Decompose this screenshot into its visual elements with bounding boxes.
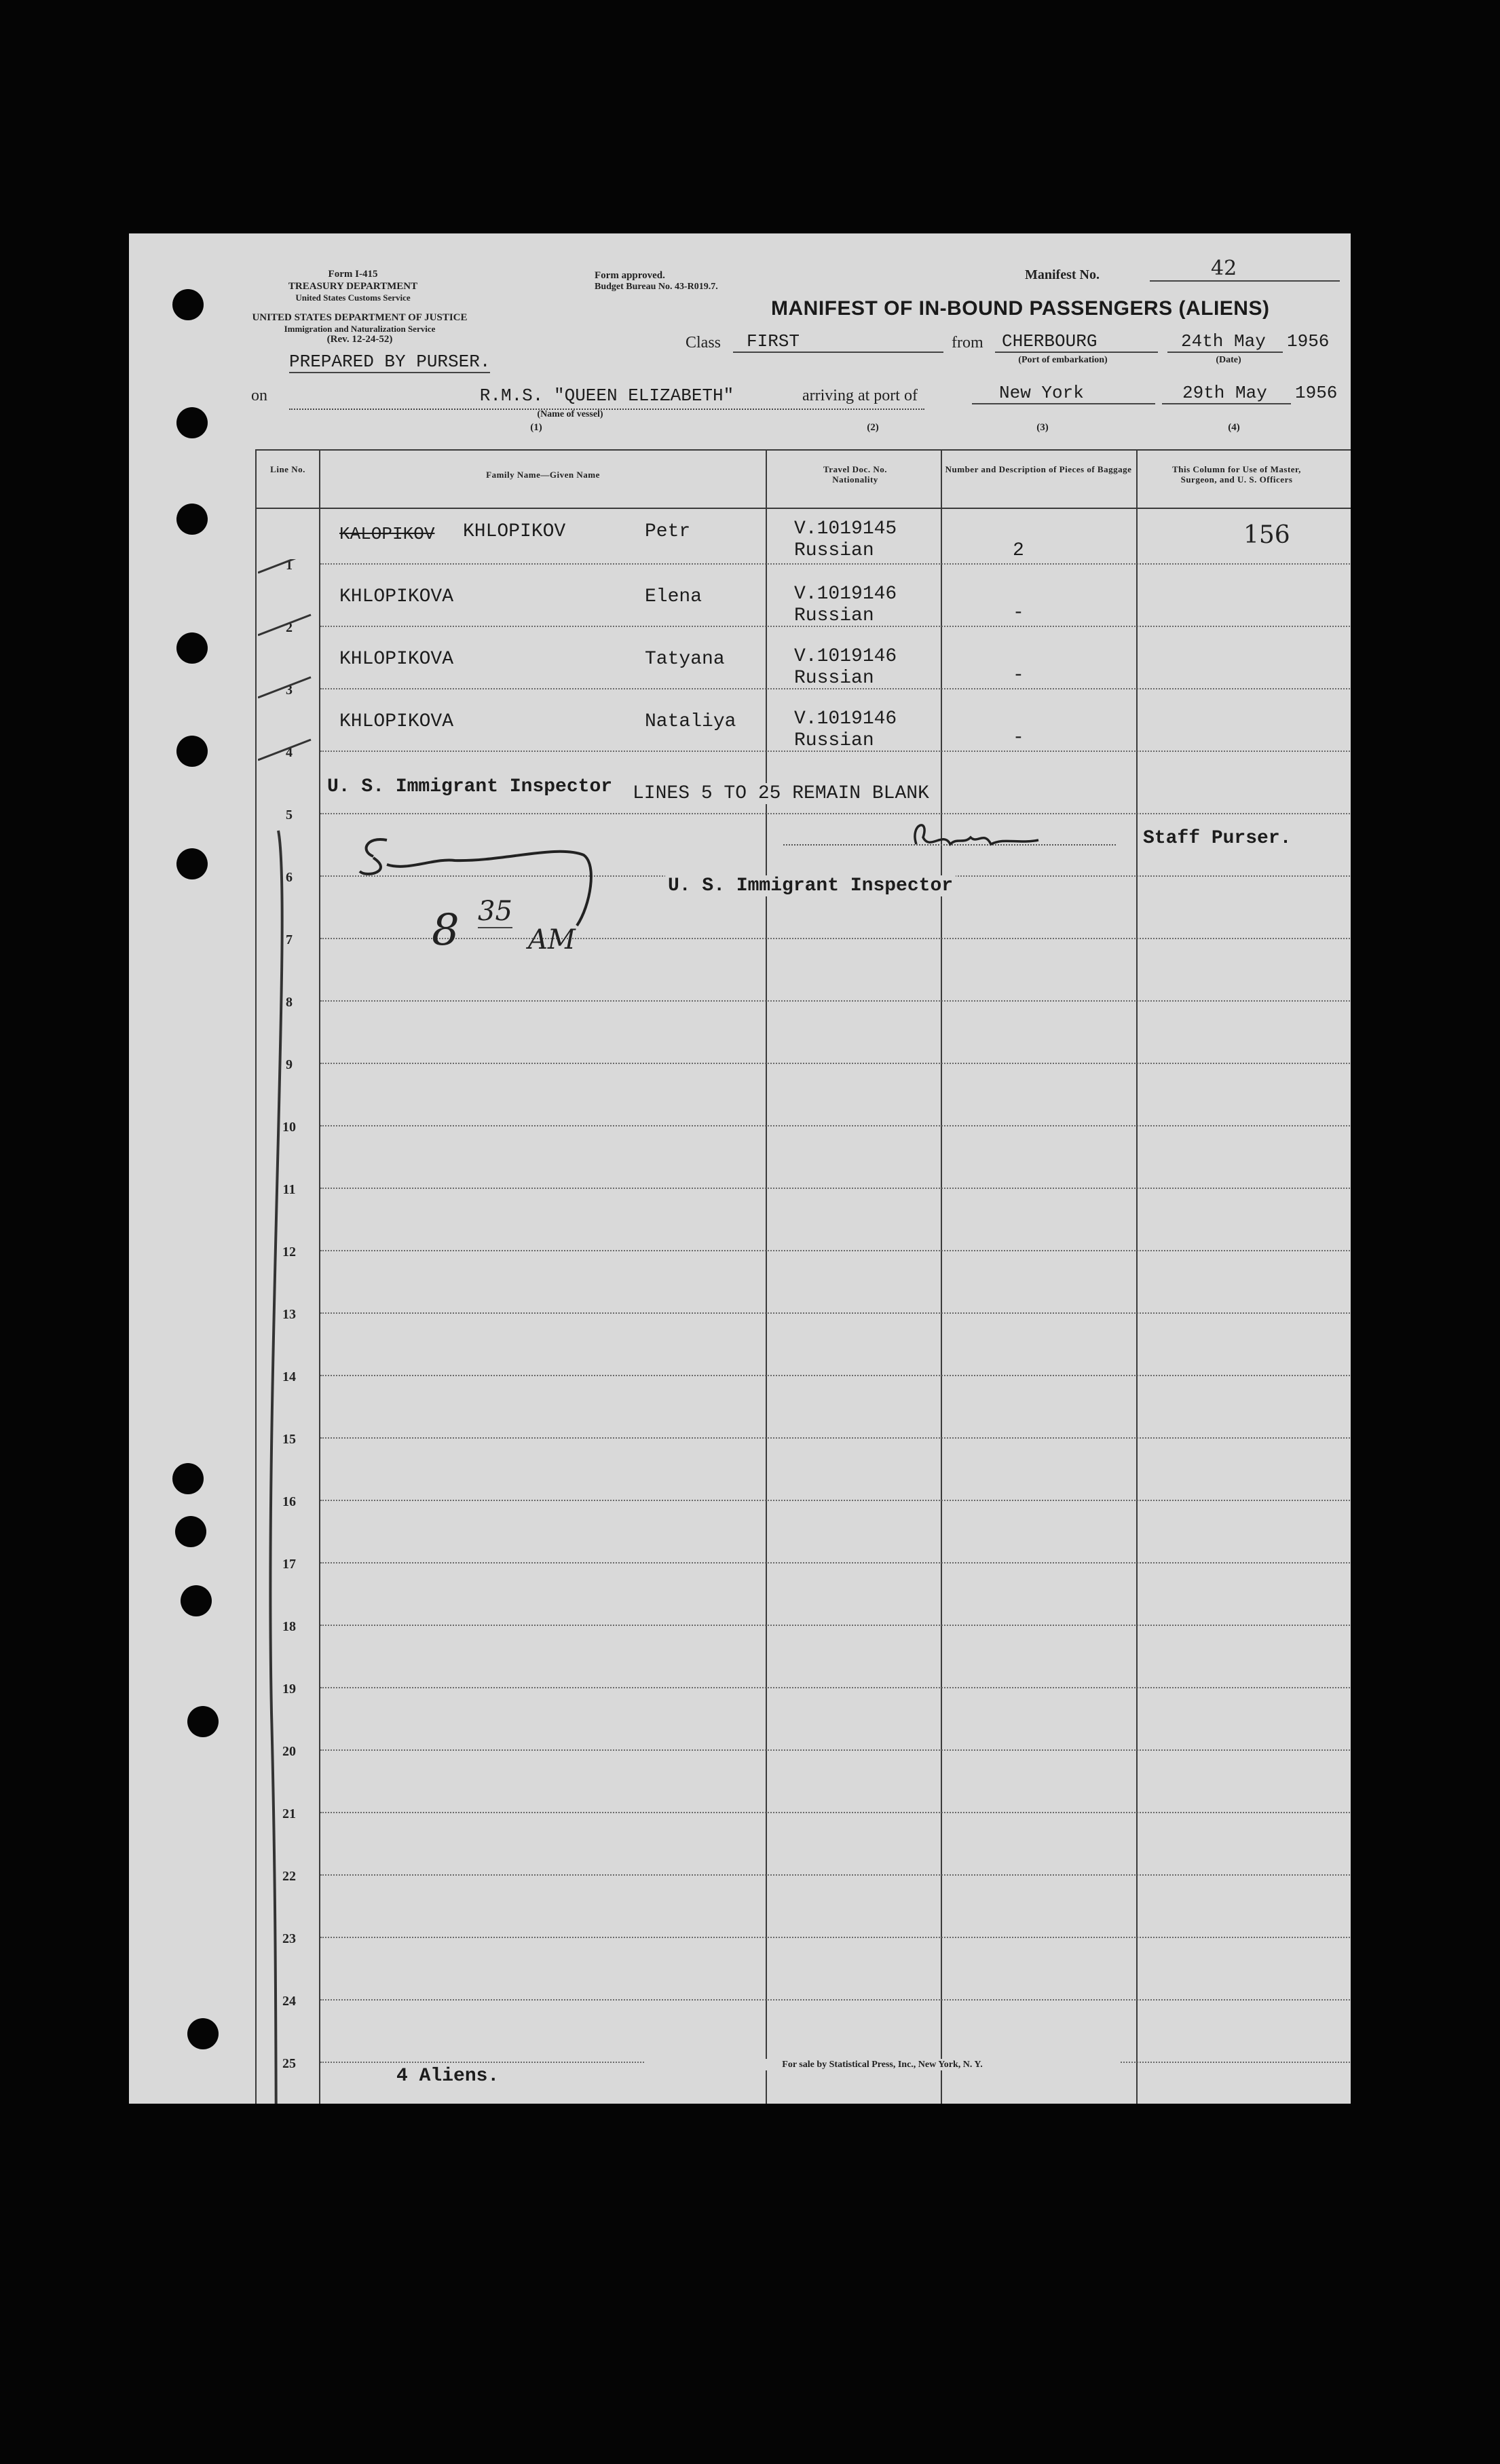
staff-purser-label: Staff Purser. [1140,828,1294,849]
nationality: Russian [794,605,874,626]
family-name: KHLOPIKOVA [339,711,454,732]
row-rule [320,1749,1351,1751]
vessel-name: R.M.S. "QUEEN ELIZABETH" [289,385,924,410]
header-line-no: Line No. [270,464,305,474]
column-number-1: (1) [530,422,542,433]
punch-hole [176,407,208,438]
row-rule [320,1937,1351,1938]
table-top-rule [255,449,1351,451]
row-rule [320,1562,1351,1563]
travel-doc-no: V.1019146 [794,646,897,667]
header-officers: This Column for Use of Master, Surgeon, and U. S. Officers [1172,464,1301,485]
row-rule [320,1500,1351,1501]
inspector-stamp-2: U. S. Immigrant Inspector [665,875,956,896]
lines-blank-note: LINES 5 TO 25 REMAIN BLANK [633,783,929,804]
family-name: KHLOPIKOVA [339,649,454,670]
line-number: 14 [282,1369,296,1384]
header-name: Family Name—Given Name [486,470,600,480]
row-rule [320,1812,1351,1813]
row-rule [320,1312,1351,1314]
line-number: 24 [282,1994,296,2009]
from-label: from [952,334,983,352]
vessel-caption: (Name of vessel) [537,409,603,419]
justice-heading: UNITED STATES DEPARTMENT OF JUSTICE [252,312,468,323]
baggage-count: - [1013,727,1024,748]
line-number: 16 [282,1494,296,1509]
embarkation-caption: (Port of embarkation) [1018,355,1108,365]
given-name: Elena [645,586,702,607]
row-rule [320,1063,1351,1064]
arrival-year: 1956 [1295,383,1338,403]
row-rule [320,1375,1351,1376]
nationality: Russian [794,730,874,751]
line-number: 12 [282,1245,296,1259]
nationality: Russian [794,668,874,689]
struck-name: KALOPIKOV [339,524,435,544]
officer-note: 156 [1243,521,1290,549]
row-rule [320,1625,1351,1626]
punch-hole [176,736,208,767]
row-rule [320,1999,1351,2001]
column-number-3: (3) [1036,422,1049,433]
travel-doc-no: V.1019146 [794,708,897,729]
class-value: FIRST [733,331,943,353]
baggage-count: 2 [1013,540,1024,561]
form-number: Form I-415 [328,269,378,280]
handwritten-time-hour: 8 [432,905,460,955]
given-name: Nataliya [645,711,736,732]
treasury-heading: TREASURY DEPARTMENT [288,281,418,292]
line-number: 3 [286,683,293,698]
line-number: 17 [282,1557,296,1572]
punch-hole [176,632,208,664]
header-travel-doc: Travel Doc. No. Nationality [823,464,887,485]
family-name: KHLOPIKOVA [339,586,454,607]
line-number: 19 [282,1682,296,1697]
inspector-stamp-1: U. S. Immigrant Inspector [327,776,613,797]
manifest-label: Manifest No. [1025,267,1100,282]
line-number: 13 [282,1307,296,1322]
manifest-number: 42 [1150,257,1340,282]
row-rule [320,1874,1351,1876]
given-name: Tatyana [645,649,725,670]
line-number: 22 [282,1869,296,1884]
line-number: 21 [282,1806,296,1821]
punch-hole [172,1463,204,1494]
line-column-border [319,449,320,2104]
line-number: 5 [286,808,293,822]
travel-doc-no: V.1019145 [794,518,897,539]
column-number-2: (2) [867,422,879,433]
line-number: 6 [286,870,293,885]
date-caption: (Date) [1216,355,1241,365]
punch-hole [172,289,204,320]
baggage-count: - [1013,603,1024,624]
budget-bureau: Budget Bureau No. 43-R019.7. [595,282,718,292]
punch-hole [176,848,208,879]
purser-signature [903,817,1079,858]
arriving-label: arriving at port of [802,387,918,404]
row-rule [320,1000,1351,1002]
table-header-rule [255,508,1351,509]
line-number: 18 [282,1619,296,1634]
punch-hole [187,1706,219,1737]
row-rule [320,1687,1351,1688]
printer-imprint: For sale by Statistical Press, Inc., New York, N. Y. [645,2059,1120,2070]
table-left-border [255,449,257,2104]
family-name: KHLOPIKOV [463,521,566,542]
row-rule [320,1437,1351,1439]
on-label: on [251,387,267,404]
embarkation-port: CHERBOURG [995,331,1158,353]
punch-hole [181,1585,212,1616]
doc-column-border [941,449,942,2104]
line-number: 8 [286,995,293,1010]
line-number: 15 [282,1432,296,1447]
line-number: 10 [282,1120,296,1135]
line-number: 9 [286,1057,293,1072]
line-number: 25 [282,2056,296,2071]
aliens-count: 4 Aliens. [394,2066,502,2087]
form-title: MANIFEST OF IN-BOUND PASSENGERS (ALIENS) [771,297,1270,320]
punch-hole [176,504,208,535]
baggage-count: - [1013,665,1024,686]
row-rule [320,1125,1351,1126]
name-column-border [766,449,767,2104]
row-rule [320,813,1351,814]
line-number: 1 [286,558,293,573]
line-number: 7 [286,932,293,947]
embarkation-year: 1956 [1287,331,1330,352]
header-baggage: Number and Description of Pieces of Baggage [945,464,1132,474]
customs-heading: United States Customs Service [295,292,411,303]
given-name: Petr [645,521,691,542]
manifest-page [129,233,1351,2104]
row-rule [320,563,1351,565]
ins-heading: Immigration and Naturalization Service [284,324,436,334]
class-label: Class [686,334,721,352]
form-approved: Form approved. [595,270,665,281]
arrival-date: 29th May [1162,383,1291,404]
line-number: 11 [282,1182,296,1197]
revision: (Rev. 12-24-52) [326,334,393,345]
prepared-by: PREPARED BY PURSER. [289,352,491,372]
baggage-column-border [1136,449,1138,2104]
line-number: 20 [282,1744,296,1759]
nationality: Russian [794,540,874,561]
column-number-4: (4) [1228,422,1240,433]
row-rule [320,1188,1351,1189]
line-number: 4 [286,745,293,760]
row-rule [320,1250,1351,1251]
handwritten-time-meridiem: AM [528,924,576,955]
punch-hole [187,2018,219,2049]
handwritten-time-minutes: 35 [478,896,512,927]
line-number: 2 [286,620,293,635]
travel-doc-no: V.1019146 [794,584,897,605]
embarkation-date: 24th May [1167,331,1283,353]
line-number: 23 [282,1931,296,1946]
punch-hole [175,1516,206,1547]
arrival-port: New York [972,383,1155,404]
